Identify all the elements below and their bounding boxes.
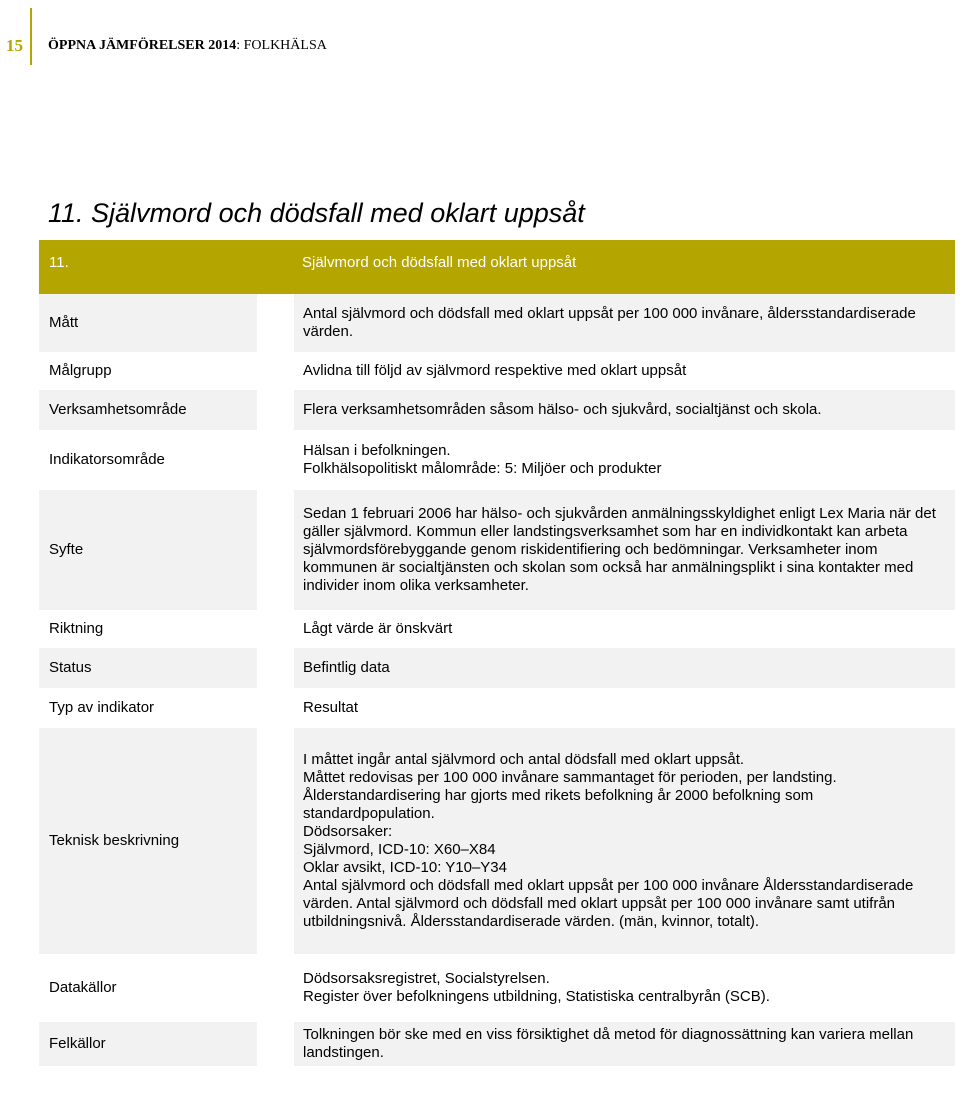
table-body (39, 294, 955, 1066)
row-label: Riktning (39, 610, 257, 648)
row-value-line: Oklar avsikt, ICD-10: Y10–Y34 (303, 859, 507, 876)
table-header (39, 240, 955, 294)
row-value (294, 1022, 955, 1066)
row-value-line: Tolkningen bör ske med en viss försiktighet då metod för diagnossättning kan variera mellan landstingen. (303, 1026, 914, 1061)
row-label: Syfte (39, 490, 257, 610)
row-label: Teknisk beskrivning (39, 728, 257, 954)
row-label: Indikatorsområde (39, 430, 257, 490)
row-label: Datakällor (39, 954, 257, 1022)
row-label: Typ av indikator (39, 688, 257, 728)
row-value (294, 954, 955, 1022)
row-label: Målgrupp (39, 352, 257, 390)
row-value (294, 430, 955, 490)
row-gap (257, 954, 294, 1022)
report-title (48, 38, 327, 54)
indicator-table (39, 240, 955, 1066)
row-gap (257, 294, 294, 352)
table-row-indikatorsomrade (39, 430, 955, 490)
row-gap (257, 648, 294, 688)
page-number: 15 (6, 36, 23, 55)
row-label: Verksamhetsområde (39, 390, 257, 430)
table-row-verksamhetsomrade (39, 390, 955, 430)
row-value-line: Lågt värde är önskvärt (303, 620, 453, 637)
table-row-riktning (39, 610, 955, 648)
row-value-line: I måttet ingår antal självmord och antal dödsfall med oklart uppsåt. (303, 751, 745, 768)
row-value-line: Resultat (303, 699, 359, 716)
header-divider (30, 8, 32, 65)
row-label: Mått (39, 294, 257, 352)
row-value (294, 352, 955, 390)
row-gap (257, 728, 294, 954)
row-gap (257, 390, 294, 430)
row-value (294, 390, 955, 430)
section-title: 11. Självmord och dödsfall med oklart uppsåt (48, 198, 585, 228)
row-value (294, 610, 955, 648)
row-gap (257, 430, 294, 490)
table-row-typ-av-indikator (39, 688, 955, 728)
row-value-line: Sedan 1 februari 2006 har hälso- och sjukvården anmälningsskyldighet enligt Lex Maria när det gäller självmord. Kommun eller landstingsverksamhet som har en individkontakt kan arbeta självmordsförebyggande genom riskidentifiering och bedömningar. Verksamheter inom kommunen är socialtjänsten och skolan som också har anmälningsplikt i sina kontakter med individer inom olika verksamheter. (303, 505, 936, 594)
table-row-datakallor (39, 954, 955, 1022)
table-title: Självmord och dödsfall med oklart uppsåt (302, 254, 577, 271)
row-value-line: Måttet redovisas per 100 000 invånare sammantaget för perioden, per landsting. (303, 769, 837, 786)
row-value-line: Ålderstandardisering har gjorts med rikets befolkning år 2000 befolkning som standardpopulation. (303, 787, 814, 822)
table-row-syfte (39, 490, 955, 610)
row-value (294, 688, 955, 728)
row-value-line: Befintlig data (303, 659, 390, 676)
row-value-line: Avlidna till följd av självmord respektive med oklart uppsåt (303, 362, 687, 379)
row-value-line: Folkhälsopolitiskt målområde: 5: Miljöer och produkter (303, 460, 662, 477)
row-value-line: Register över befolkningens utbildning, Statistiska centralbyrån (SCB). (303, 988, 770, 1005)
row-value (294, 490, 955, 610)
table-number: 11. (49, 254, 69, 271)
row-value-line: Hälsan i befolkningen. (303, 442, 451, 459)
row-value (294, 294, 955, 352)
page-header (0, 0, 960, 70)
row-value-line: Antal självmord och dödsfall med oklart uppsåt per 100 000 invånare Åldersstandardiserade värden. Antal självmord och dödsfall med oklart uppsåt per 100 000 invånare samt utifrån utbildningsnivå. Åldersstandardiserade värden. (män, kvinnor, totalt). (303, 877, 914, 930)
row-gap (257, 490, 294, 610)
row-value-line: Självmord, ICD-10: X60–X84 (303, 841, 496, 858)
row-value (294, 728, 955, 954)
table-row-matt (39, 294, 955, 352)
row-gap (257, 610, 294, 648)
row-value-line: Antal självmord och dödsfall med oklart uppsåt per 100 000 invånare, åldersstandardiserade värden. (303, 305, 916, 340)
row-value (294, 648, 955, 688)
row-gap (257, 1022, 294, 1066)
table-row-teknisk-beskrivning (39, 728, 955, 954)
row-label: Felkällor (39, 1022, 257, 1066)
table-row-felkallor (39, 1022, 955, 1066)
row-value-line: Flera verksamhetsområden såsom hälso- och sjukvård, socialtjänst och skola. (303, 401, 822, 418)
table-row-status (39, 648, 955, 688)
report-title-bold: ÖPPNA JÄMFÖRELSER 2014 (48, 38, 237, 53)
row-value-line: Dödsorsaker: (303, 823, 393, 840)
table-row-malgrupp (39, 352, 955, 390)
row-gap (257, 688, 294, 728)
row-gap (257, 352, 294, 390)
row-value-line: Dödsorsaksregistret, Socialstyrelsen. (303, 970, 550, 987)
row-label: Status (39, 648, 257, 688)
report-title-rest: : FOLKHÄLSA (236, 38, 327, 53)
